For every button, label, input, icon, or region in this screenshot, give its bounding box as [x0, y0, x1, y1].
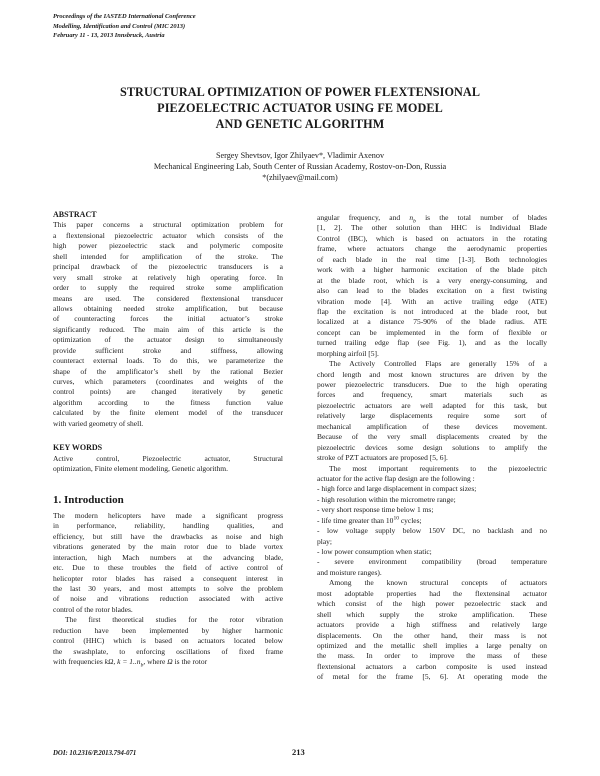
author-block: [60, 150, 540, 183]
text-line: [1, 2]. The other solution than HHC is Individual Blade: [317, 223, 547, 233]
section-heading-introduction: 1. Introduction: [53, 493, 124, 506]
text-line: which consist of the high power pezoelectric stack and: [317, 599, 547, 609]
text-line: optimized and the metallic shell implies a large penalty on: [317, 640, 547, 650]
author-names: Sergey Shevtsov, Igor Zhilyaev*, Vladimir Axenov: [215, 151, 385, 160]
text-line: order to supply the required stroke some amplification: [53, 283, 283, 293]
text-line: control of the rotor blades.: [53, 604, 133, 614]
text-line: - life time greater than $10^{10}$ cycles;: [317, 515, 422, 525]
text-line: most adoptable properties had the flextensinal actuator: [317, 588, 547, 598]
text-line: forces and frequency, smart materials such as: [317, 390, 547, 400]
text-line: - high force and large displacement in compact sizes;: [317, 484, 477, 494]
text-line: flap the excitation is not introduced at the blade root, but: [317, 306, 547, 316]
text-line: the mass. In order to improve the mass of these: [317, 651, 547, 661]
text-line: Control (IBC), which is based on actuators in the rotating: [317, 233, 547, 243]
text-line: at the blade root, which is a very energy-consuming, and: [317, 275, 547, 285]
text-line: with varied geometry of shell.: [53, 418, 144, 428]
text-line: high power piezoelectric stack and polymeric composite: [53, 241, 283, 251]
left-column: [53, 210, 283, 668]
text-line: stroke of PZT actuators are proposed [5, 6].: [317, 453, 448, 463]
proceedings-header: [53, 12, 196, 41]
text-line: piezoelectric devices some design solutions to amplify the: [317, 442, 547, 452]
text-line: - very short response time below 1 ms;: [317, 505, 434, 515]
text-line: optimization of the actuator design to simultaneously: [53, 335, 283, 345]
text-line: principal drawback of the piezoelectric transducers is a: [53, 262, 283, 272]
math-k-omega: kΩ, k = 1..n: [104, 657, 141, 667]
author-email: *(zhilyaev@mail.com): [262, 173, 338, 182]
text-line: very small stroke at relatively high operating force. In: [53, 272, 283, 282]
text-line: chord length and most known structures are driven by the: [317, 369, 547, 379]
text-line: vibrations generated by the main rotor due to blade vortex: [53, 542, 283, 552]
text-line: Active control, Piezoelectric actuator, Structural: [53, 453, 283, 463]
intro-paragraph-2: [53, 615, 283, 657]
text-line: the swashplate, to enforcing oscillations of fixed frame: [53, 646, 283, 656]
text-line: - low voltage supply below 150V DC, no backlash and no: [317, 526, 547, 536]
intro-last-line: with frequencies kΩ, $k = 1..n_b$, where Ω is the rotor: [53, 657, 208, 668]
text-line: morphing airfoil [5].: [317, 348, 379, 358]
header-line: Modelling, Identification and Control (MIC 2013): [53, 22, 186, 30]
intro-paragraph-1: [53, 511, 283, 615]
text-line: power piezoelectric transducers. Due to the high operating: [317, 380, 547, 389]
text-line: shape of the amplificator’s shell by the rational Bezier: [53, 366, 283, 376]
title-line: STRUCTURAL OPTIMIZATION OF POWER FLEXTENSIONAL: [119, 85, 481, 99]
text-line: - severe environment compatibility (broad temperature: [317, 557, 547, 567]
text-line: reduction have been implemented by higher harmonic: [53, 625, 283, 635]
right-column: [317, 213, 547, 683]
text-line: of each blade in the real time [1-3]. Both technologies: [317, 254, 547, 264]
text-line: angular frequency, and $n_b$ is the total number of blades: [317, 213, 547, 224]
header-line: Proceedings of the IASTED International Conference: [53, 13, 196, 20]
text-line: actuator for the active flap design are the following :: [317, 473, 475, 483]
text-line: curves, which parameters (coordinates and weights of the: [53, 377, 283, 387]
text-line: frame, where actuators change the aerodynamic properties: [317, 244, 547, 254]
text-line: allows obtaining needed stroke amplification, but because: [53, 303, 283, 313]
text-line: The modern helicopters have made a significant progress: [53, 510, 283, 520]
right-paragraph-1: [317, 223, 547, 359]
text-line: etc. Due to these troubles the field of active control of: [53, 563, 283, 573]
right-paragraph-4: [317, 578, 547, 682]
text-line: calculated by the finite element model of the transducer: [53, 408, 283, 418]
text-line: - high resolution within the micrometre range;: [317, 494, 456, 504]
right-paragraph-3b: [317, 526, 547, 578]
abstract-heading: ABSTRACT: [53, 210, 97, 219]
text-line: play;: [317, 536, 332, 546]
text-line: the last 30 years, and most attempts to solve the problem: [53, 584, 283, 594]
text-line: optimization, Finite element modeling, Genetic algorithm.: [53, 464, 228, 474]
title-line: PIEZOELECTRIC ACTUATOR USING FE MODEL: [157, 101, 443, 115]
right-paragraph-3: [317, 464, 547, 516]
text-line: concept can be implemented in the form of flexible or: [317, 327, 547, 337]
keywords-body: [53, 454, 283, 475]
text-line: shell which supply the stroke amplification. These: [317, 609, 547, 619]
text-line: also can lead to the blades excitation on a first twisting: [317, 286, 547, 296]
text-line: means are used. The considered flextensional transducer: [53, 293, 283, 303]
text-line: actuators provide a high stiffness and relatively large: [317, 620, 547, 630]
page-number: 213: [292, 747, 305, 757]
text-line: relatively large displacements require some sort of: [317, 411, 547, 421]
text-line: algorithm according to the fitness function value: [53, 397, 283, 407]
paper-title: [60, 84, 540, 132]
header-line: February 11 - 13, 2013 Innsbruck, Austria: [53, 32, 165, 39]
right-paragraph-2: [317, 359, 547, 463]
text-line: turned trailing edge flap (see Fig. 1), and as the locally: [317, 338, 547, 348]
text-line: localized at a distance 75-90% of the blade radius. ATE: [317, 317, 547, 327]
text-line: significantly reduced. The main aim of this article is the: [53, 324, 283, 334]
text-line: and moisture ranges).: [317, 567, 382, 577]
text-line: counteract external loads. To do this, we parameterize the: [53, 356, 283, 366]
text-line: efficiency, but still have the drawbacks as noise and high: [53, 531, 283, 541]
text-line: in performance, reliability, handling qualities, and: [53, 521, 283, 531]
text-line: The first theoretical studies for the rotor vibration: [65, 615, 283, 625]
text-line: vibration mode [4]. With an active trailing edge (ATE): [317, 296, 547, 306]
text-line: displacements. On the other hand, their mass is not: [317, 630, 547, 640]
text-line: helicopter rotor blades has raised a consequent interest in: [53, 573, 283, 583]
footer-doi: DOI: 10.2316/P.2013.794-071: [53, 750, 137, 757]
math-omega: Ω: [167, 657, 173, 667]
text-line: of counteracting forces the initial actuator’s stroke: [53, 314, 283, 324]
text-line: shell intended for amplification of the stroke. The: [53, 251, 283, 261]
text-line: Among the known structural concepts of actuators: [329, 578, 547, 588]
text-line: flextensional actuators a carbon composite is used instead: [317, 661, 547, 671]
keywords-heading: KEY WORDS: [53, 443, 103, 453]
text-line: This paper concerns a structural optimization problem for: [53, 220, 283, 230]
text-line: interaction, high Mach numbers at the advancing blade,: [53, 552, 283, 562]
text-line: control points) are changed iteratively by genetic: [53, 387, 283, 397]
text-line: - low power consumption when static;: [317, 547, 432, 556]
text-line: work with a higher harmonic excitation of the blade pitch: [317, 265, 547, 275]
text-line: a flextensional piezoelectric actuator which consists of the: [53, 230, 283, 240]
text-line: Because of the very small displacements created by the: [317, 432, 547, 442]
text-line: piezoelectric actuators are well adapted for this task, but: [317, 400, 547, 410]
text-line: mechanical amplification of these devices movement.: [317, 421, 547, 431]
text-line: of metal for the frame [5, 6]. At operating mode the: [317, 672, 547, 682]
title-line: AND GENETIC ALGORITHM: [215, 117, 385, 131]
math-n-b: n: [409, 213, 414, 222]
text-line: control (HHC) which is based on actuators located below: [53, 636, 283, 646]
text-line: provide sufficient stroke and stiffness, allowing: [53, 345, 283, 355]
text-line: of noise and vibrations reduction associated with active: [53, 594, 283, 604]
text-line: The Actively Controlled Flaps are generally 15% of a: [329, 359, 547, 369]
abstract-body: [53, 220, 283, 429]
text-line: The most important requirements to the piezoelectric: [329, 463, 547, 473]
author-affiliation: Mechanical Engineering Lab, South Center of Russian Academy, Rostov-on-Don, Russia: [153, 162, 447, 171]
